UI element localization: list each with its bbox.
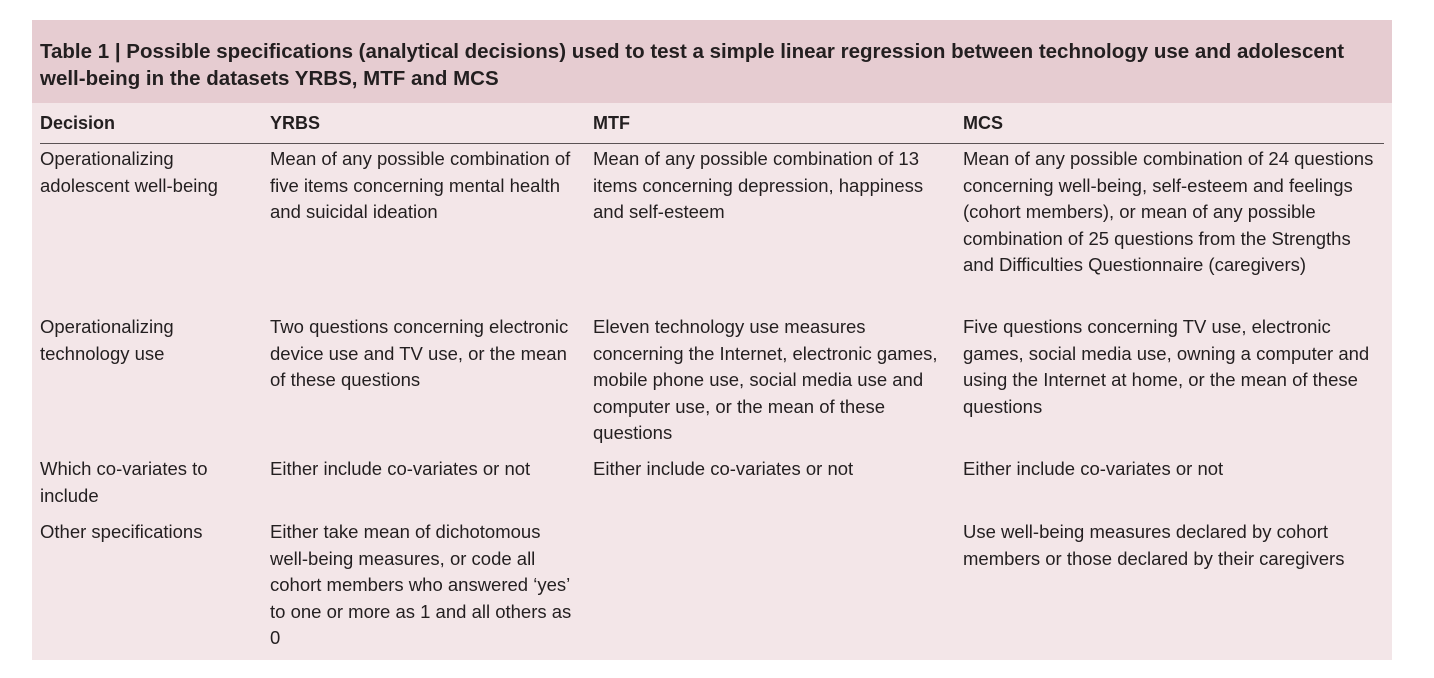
row-3-mtf: Either include co-variates or not xyxy=(593,458,854,479)
row-4-mcs: Use well-being measures declared by cohort members or those declared by their caregivers xyxy=(963,521,1345,569)
table-header-row xyxy=(40,103,1384,144)
row-1-mcs: Mean of any possible combination of 24 questions concerning well-being, self-esteem and feelings (cohort members), or mean of any possible combination of 25 questions from the Strengths and Difficulties Questionnaire (caregivers) xyxy=(963,148,1374,276)
row-1-mtf: Mean of any possible combination of 13 items concerning depression, happiness and self-esteem xyxy=(593,148,924,223)
row-2-mtf: Eleven technology use measures concerning the Internet, electronic games, mobile phone use, social media use and computer use, or the mean of these questions xyxy=(593,316,938,444)
table-title: Possible specifications (analytical decisions) used to test a simple linear regression between technology use and adolescent well-being in the datasets YRBS, MTF and MCS xyxy=(40,40,1345,90)
row-3-yrbs: Either include co-variates or not xyxy=(270,458,531,479)
column-header-yrbs: YRBS xyxy=(270,113,321,133)
column-header-decision: Decision xyxy=(40,113,116,133)
row-1-yrbs: Mean of any possible combination of five items concerning mental health and suicidal ideation xyxy=(270,148,571,223)
row-2-decision: Operationalizing technology use xyxy=(40,316,174,364)
column-header-mcs: MCS xyxy=(963,113,1003,133)
table-caption xyxy=(32,20,1392,103)
row-2-yrbs: Two questions concerning electronic device use and TV use, or the mean of these questions xyxy=(270,316,569,391)
table-number: Table 1 | xyxy=(40,40,121,63)
column-header-mtf: MTF xyxy=(593,113,630,133)
row-3-decision: Which co-variates to include xyxy=(40,458,208,506)
row-3-mcs: Either include co-variates or not xyxy=(963,458,1224,479)
table-container xyxy=(32,20,1392,660)
row-4-yrbs: Either take mean of dichotomous well-being measures, or code all cohort members who answered ‘yes’ to one or more as 1 and all others as 0 xyxy=(270,521,572,649)
row-4-decision: Other specifications xyxy=(40,521,203,542)
row-1-decision: Operationalizing adolescent well-being xyxy=(40,148,218,196)
row-2-mcs: Five questions concerning TV use, electronic games, social media use, owning a computer and using the Internet at home, or the mean of these questions xyxy=(963,316,1370,417)
